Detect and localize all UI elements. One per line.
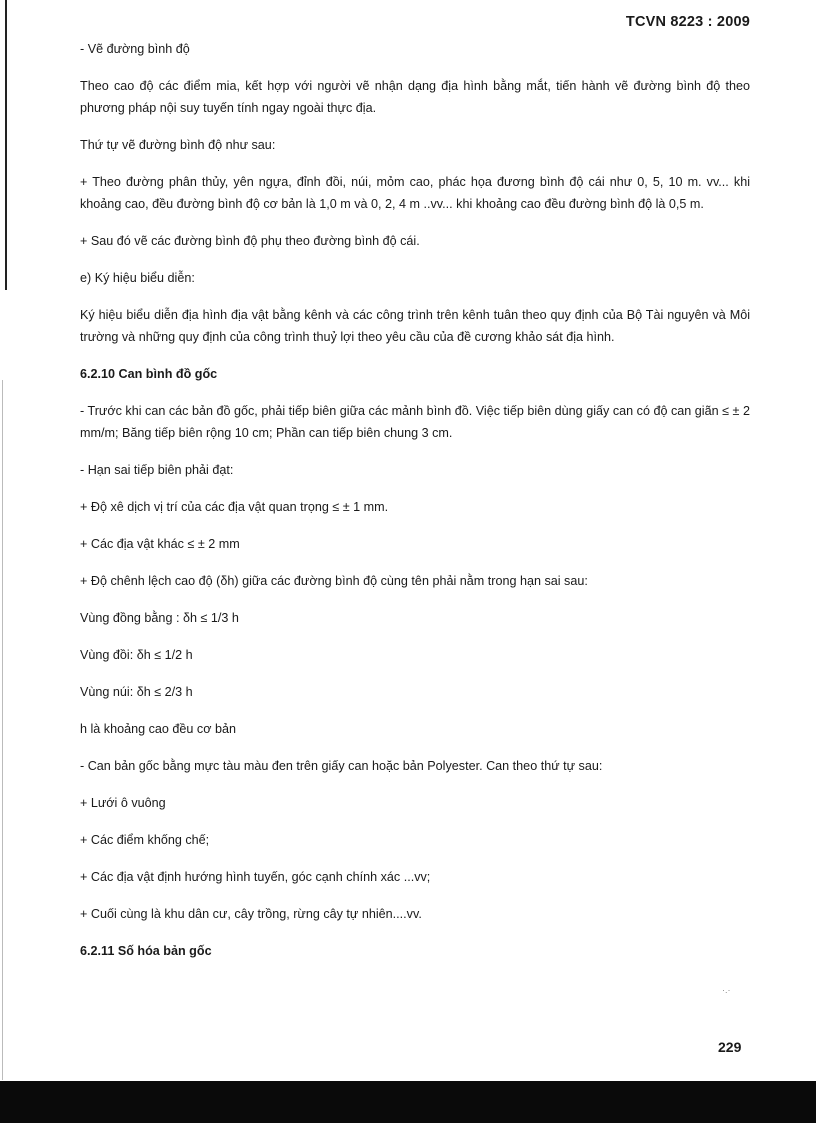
document-body [80,38,750,977]
page-number: 229 [718,1039,742,1055]
section-heading-6-2-10: 6.2.10 Can bình đồ gốc [80,367,218,381]
paragraph: + Lưới ô vuông [80,796,166,810]
paragraph: Ký hiệu biểu diễn địa hình địa vật bằng kênh và các công trình trên kênh tuân theo quy định của Bộ Tài nguyên và Môi trường và những quy định của công trình thuỷ lợi theo yêu cầu của đề cương khảo sát địa hình. [80,308,750,344]
paragraph: + Các địa vật khác ≤ ± 2 mm [80,537,240,551]
scan-bottom-border [0,1081,816,1123]
paragraph: Vùng đồi: δh ≤ 1/2 h [80,648,193,662]
paragraph: + Cuối cùng là khu dân cư, cây trồng, rừng cây tự nhiên....vv. [80,907,422,921]
paragraph: + Độ xê dịch vị trí của các địa vật quan trọng ≤ ± 1 mm. [80,500,389,514]
paragraph: + Độ chênh lệch cao độ (δh) giữa các đường bình độ cùng tên phải nằm trong hạn sai sau: [80,574,588,588]
paragraph: + Các địa vật định hướng hình tuyến, góc cạnh chính xác ...vv; [80,870,431,884]
paragraph: Vùng núi: δh ≤ 2/3 h [80,685,193,699]
paragraph: + Các điểm khống chế; [80,833,210,847]
paragraph: - Hạn sai tiếp biên phải đạt: [80,463,234,477]
paragraph: - Can bản gốc bằng mực tàu màu đen trên giấy can hoặc bản Polyester. Can theo thứ tự sau: [80,759,603,773]
paragraph: e) Ký hiệu biểu diễn: [80,271,195,285]
paragraph: + Theo đường phân thủy, yên ngựa, đỉnh đồi, núi, mỏm cao, phác họa đương bình độ cái như 0, 5, 10 m. vv... khi khoảng cao, đều đường bình độ cơ bản là 1,0 m và 0, 2, 4 m ..vv... khi khoảng cao đều đường bình độ là 0,5 m. [80,175,750,211]
scan-speck: ·.· [722,985,731,995]
paragraph: Thứ tự vẽ đường bình độ như sau: [80,138,276,152]
section-heading-6-2-11: 6.2.11 Số hóa bản gốc [80,944,212,958]
paragraph: - Vẽ đường bình độ [80,42,190,56]
scan-edge-line-faint [2,380,3,1080]
paragraph: Theo cao độ các điểm mia, kết hợp với người vẽ nhận dạng địa hình bằng mắt, tiến hành vẽ đường bình độ theo phương pháp nội suy tuyến tính ngay ngoài thực địa. [80,79,750,115]
paragraph: - Trước khi can các bản đồ gốc, phải tiếp biên giữa các mảnh bình đồ. Việc tiếp biên dùng giấy can có độ can giãn ≤ ± 2 mm/m; Băng tiếp biên rộng 10 cm; Phần can tiếp biên chung 3 cm. [80,404,750,440]
scan-edge-line [5,0,7,290]
paragraph: + Sau đó vẽ các đường bình độ phụ theo đường bình độ cái. [80,234,420,248]
document-header: TCVN 8223 : 2009 [625,14,750,30]
paragraph: h là khoảng cao đều cơ bản [80,722,237,736]
paragraph: Vùng đồng bằng : δh ≤ 1/3 h [80,611,239,625]
